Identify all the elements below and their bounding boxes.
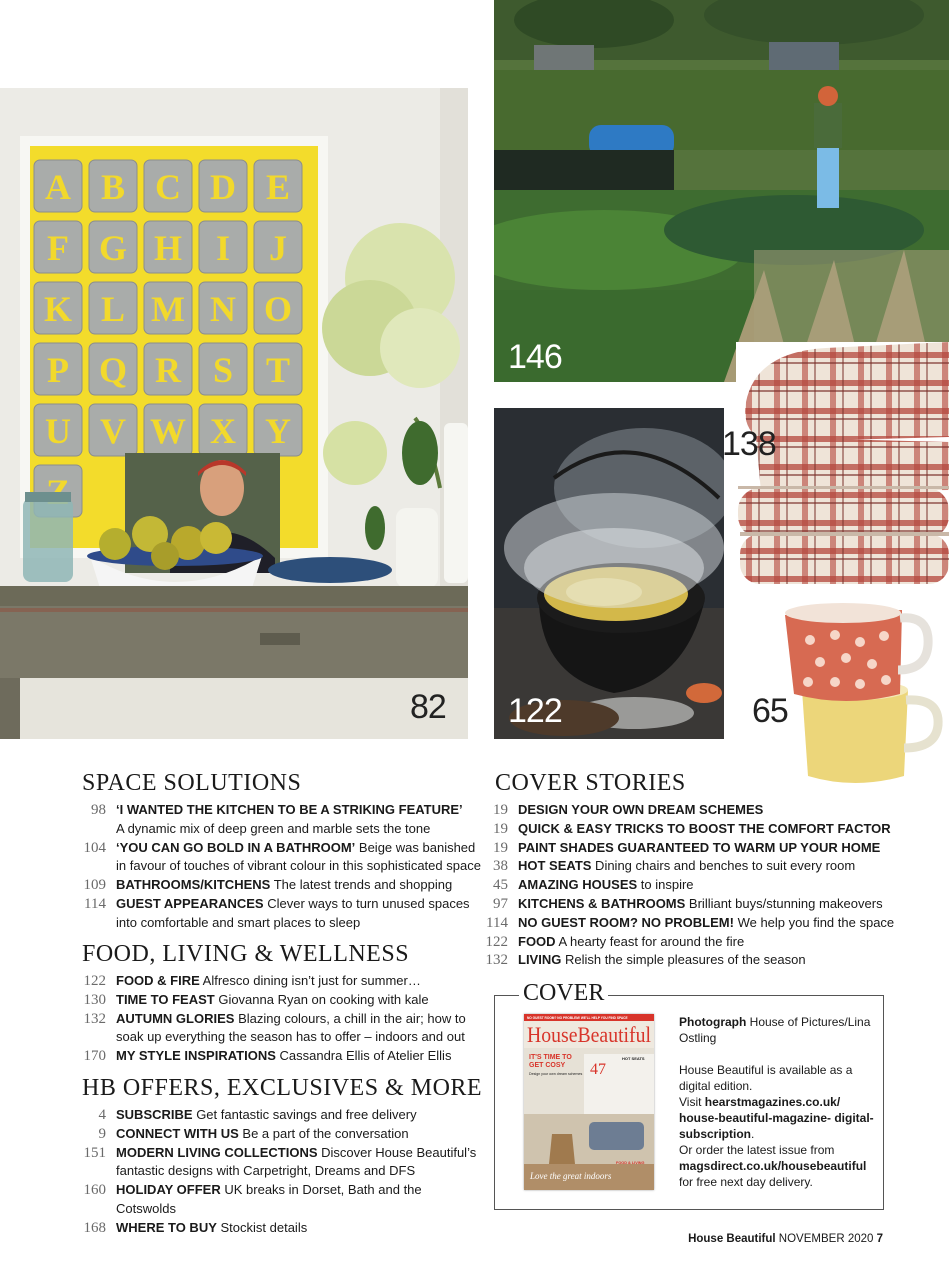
toc-description: in favour of touches of vibrant colour in this sophisticated space <box>116 858 481 874</box>
stencil-letter: K <box>43 289 73 329</box>
page-number-cauldron: 122 <box>508 692 562 730</box>
delivery-text: for free next day delivery. <box>679 1175 813 1189</box>
toc-cover-stories <box>484 801 904 970</box>
toc-entry[interactable] <box>484 933 904 952</box>
cover-label: COVER <box>519 980 608 1007</box>
footer-magazine: House Beautiful <box>688 1233 776 1245</box>
cover-hot: HOT SEATS <box>622 1056 645 1061</box>
toc-description: fantastic designs with Carpetright, Dreams and DFS <box>116 1163 416 1179</box>
cover-cosy-line1: IT'S TIME TO <box>529 1054 572 1061</box>
toc-page-number: 122 <box>485 933 508 950</box>
toc-headline: HOT SEATS <box>518 858 592 874</box>
toc-entry[interactable] <box>82 1181 482 1219</box>
cover-credits <box>679 1014 879 1190</box>
toc-page-number: 168 <box>83 1219 106 1236</box>
toc-page-number: 170 <box>83 1048 106 1065</box>
toc-headline: QUICK & EASY TRICKS TO BOOST THE COMFORT FACTOR <box>518 820 891 836</box>
toc-headline: TIME TO FEAST <box>116 991 215 1007</box>
toc-page-number: 104 <box>83 839 106 856</box>
page-number-mugs: 65 <box>752 692 788 730</box>
toc-headline: GUEST APPEARANCES <box>116 895 264 911</box>
visit-label: Visit <box>679 1095 705 1109</box>
stencil-letter: Y <box>265 411 291 451</box>
stencil-letter: I <box>215 228 231 268</box>
toc-food-living <box>82 972 482 1066</box>
toc-entry[interactable] <box>82 972 482 991</box>
stencil-letter: X <box>210 411 236 451</box>
magsdirect-link[interactable]: magsdirect.co.uk/housebeautiful <box>679 1159 867 1173</box>
toc-description: Relish the simple pleasures of the season <box>561 952 806 968</box>
toc-description: Get fantastic savings and free delivery <box>192 1107 417 1122</box>
toc-entry[interactable] <box>82 895 482 933</box>
section-title-food-living: FOOD, LIVING & WELLNESS <box>82 941 410 967</box>
section-title-hb-offers: HB OFFERS, EXCLUSIVES & MORE <box>82 1075 483 1101</box>
toc-description: Alfresco dining isn’t just for summer… <box>199 973 421 988</box>
section-title-cover-stories: COVER STORIES <box>495 770 686 796</box>
footer-page-number: 7 <box>876 1233 883 1245</box>
toc-page-number: 19 <box>493 820 508 837</box>
digital-edition-text: House Beautiful is available as a digital edition. <box>679 1063 853 1093</box>
toc-headline: BATHROOMS/KITCHENS <box>116 877 271 893</box>
toc-page-number: 19 <box>493 802 508 818</box>
cover-food: FOOD & LIVING <box>616 1161 645 1165</box>
toc-page-number: 160 <box>83 1182 106 1199</box>
subscription-link[interactable]: hearstmagazines.co.uk/ house-beautiful-magazine- digital-subscription <box>679 1095 874 1141</box>
toc-description: Be a part of the conversation <box>238 1125 409 1141</box>
stencil-letter: V <box>100 411 126 451</box>
toc-page-number: 122 <box>83 973 106 989</box>
toc-page-number: 109 <box>83 877 106 894</box>
stencil-letter: A <box>45 167 71 207</box>
toc-entry[interactable] <box>82 1219 482 1238</box>
footer-issue: NOVEMBER 2020 <box>775 1233 877 1245</box>
toc-description: soak up everything the season has to offer – indoors and out <box>116 1029 465 1045</box>
stencil-letter: C <box>155 167 181 207</box>
toc-description: Stockist details <box>216 1219 308 1235</box>
stencil-letter: J <box>269 228 287 268</box>
toc-description: Brilliant buys/stunning makeovers <box>685 895 883 911</box>
toc-page-number: 151 <box>83 1144 106 1161</box>
toc-description: Discover House Beautiful’s <box>317 1144 477 1160</box>
order-text: Or order the latest issue from <box>679 1143 835 1157</box>
toc-description: to inspire <box>637 877 694 893</box>
toc-page-number: 114 <box>84 895 106 912</box>
sentence-end: . <box>751 1127 755 1141</box>
stencil-letter: N <box>210 289 236 329</box>
toc-description: Giovanna Ryan on cooking with kale <box>214 991 429 1007</box>
page-footer <box>688 1233 883 1245</box>
stencil-letter: L <box>100 289 126 329</box>
photo-credit: House of Pictures/Lina Ostling <box>679 1015 871 1045</box>
toc-headline: LIVING <box>518 952 562 968</box>
toc-entry[interactable] <box>484 839 904 858</box>
toc-headline: MODERN LIVING COLLECTIONS <box>116 1144 318 1160</box>
stencil-letter: M <box>151 289 185 329</box>
toc-page-number: 132 <box>83 1010 106 1027</box>
toc-entry[interactable] <box>82 801 482 839</box>
toc-description: Cassandra Ellis of Atelier Ellis <box>275 1048 452 1064</box>
toc-page-number: 97 <box>493 895 508 912</box>
toc-headline: KITCHENS & BATHROOMS <box>518 895 686 911</box>
toc-description: Clever ways to turn unused spaces <box>263 895 470 911</box>
photo-bedding <box>736 342 949 588</box>
stencil-letter: S <box>212 350 234 390</box>
toc-description: A dynamic mix of deep green and marble sets the tone <box>116 820 431 836</box>
stencil-letter: P <box>47 350 69 390</box>
toc-page-number: 132 <box>485 952 508 969</box>
toc-space-solutions <box>82 801 482 933</box>
cover-thumbnail-art <box>524 1014 654 1190</box>
toc-headline: CONNECT WITH US <box>116 1125 239 1141</box>
section-title-space-solutions: SPACE SOLUTIONS <box>82 770 302 796</box>
toc-page-number: 98 <box>91 802 106 818</box>
toc-page-number: 19 <box>493 839 508 856</box>
toc-description: into comfortable and smart places to sleep <box>116 914 361 930</box>
toc-description: Beige was banished <box>355 839 476 855</box>
toc-headline: ‘I WANTED THE KITCHEN TO BE A STRIKING FEATURE’ <box>116 802 463 817</box>
toc-headline: AMAZING HOUSES <box>518 877 638 893</box>
page-number-interior: 82 <box>410 688 446 726</box>
toc-page-number: 38 <box>493 858 508 875</box>
toc-headline: AUTUMN GLORIES <box>116 1010 235 1026</box>
toc-page-number: 45 <box>493 877 508 894</box>
photo-interior <box>0 88 468 739</box>
cover-stat: 47 <box>590 1061 606 1078</box>
toc-entry[interactable] <box>82 876 482 895</box>
toc-entry[interactable] <box>484 801 904 820</box>
toc-entry[interactable] <box>82 839 482 877</box>
toc-entry[interactable] <box>82 991 482 1010</box>
toc-entry[interactable] <box>82 1106 482 1125</box>
toc-entry[interactable] <box>484 876 904 895</box>
stencil-letter: W <box>150 411 186 451</box>
toc-headline: SUBSCRIBE <box>116 1107 193 1122</box>
stencil-letter: Q <box>98 350 128 390</box>
toc-entry[interactable] <box>82 1144 482 1182</box>
toc-headline: DESIGN YOUR OWN DREAM SCHEMES <box>518 802 764 817</box>
toc-page-number: 114 <box>486 914 508 931</box>
toc-entry[interactable] <box>82 1010 482 1048</box>
toc-entry[interactable] <box>484 914 904 933</box>
cover-banner: NO GUEST ROOM? NO PROBLEM! WE'LL HELP YOU FIND SPACE <box>527 1016 628 1020</box>
toc-description: Dining chairs and benches to suit every room <box>591 858 856 874</box>
toc-entry[interactable] <box>82 1047 482 1066</box>
toc-headline: PAINT SHADES GUARANTEED TO WARM UP YOUR HOME <box>518 839 881 855</box>
toc-headline: HOLIDAY OFFER <box>116 1182 221 1198</box>
toc-page-number: 9 <box>98 1125 106 1142</box>
toc-page-number: 130 <box>83 991 106 1008</box>
page-number-allotment: 146 <box>508 338 562 376</box>
cover-masthead: HouseBeautiful <box>527 1022 651 1047</box>
cover-cosy-line2: GET COSY <box>529 1062 566 1069</box>
toc-headline: MY STYLE INSPIRATIONS <box>116 1048 276 1064</box>
stencil-letter: R <box>155 350 181 390</box>
cover-thumbnail[interactable] <box>524 1014 654 1190</box>
toc-entry[interactable] <box>82 1125 482 1144</box>
toc-headline: NO GUEST ROOM? NO PROBLEM! <box>518 914 734 930</box>
toc-page-number: 4 <box>98 1107 106 1123</box>
toc-entry[interactable] <box>484 820 904 839</box>
cover-strap: Love the great indoors <box>530 1171 612 1181</box>
toc-entry[interactable] <box>484 895 904 914</box>
toc-headline: FOOD & FIRE <box>116 973 200 988</box>
stencil-letter: H <box>153 228 183 268</box>
stencil-letter: F <box>47 228 69 268</box>
toc-headline: ‘YOU CAN GO BOLD IN A BATHROOM’ <box>116 839 356 855</box>
toc-description: The latest trends and shopping <box>270 877 453 893</box>
stencil-letter: U <box>45 411 71 451</box>
toc-description: Blazing colours, a chill in the air; how to <box>234 1010 466 1026</box>
stencil-letter: E <box>265 167 291 207</box>
photo-cauldron <box>494 408 724 739</box>
toc-headline: WHERE TO BUY <box>116 1219 217 1235</box>
stencil-letter: G <box>98 228 128 268</box>
stencil-letter: O <box>263 289 293 329</box>
stencil-letter: B <box>100 167 126 207</box>
stencil-letter: T <box>265 350 291 390</box>
toc-headline: FOOD <box>518 933 556 949</box>
toc-entry[interactable] <box>484 951 904 970</box>
stencil-letter: D <box>210 167 236 207</box>
photo-mugs <box>780 590 949 790</box>
photo-label: Photograph <box>679 1015 747 1029</box>
page-number-bedding: 138 <box>722 425 776 463</box>
toc-description: A hearty feast for around the fire <box>555 933 745 949</box>
toc-description: UK breaks in Dorset, Bath and the Cotswolds <box>116 1182 422 1216</box>
cover-sub: Design your own dream schemes <box>529 1072 583 1076</box>
toc-entry[interactable] <box>484 857 904 876</box>
photo-allotment <box>494 0 949 382</box>
toc-description: We help you find the space <box>733 914 895 930</box>
toc-hb-offers <box>82 1106 482 1238</box>
